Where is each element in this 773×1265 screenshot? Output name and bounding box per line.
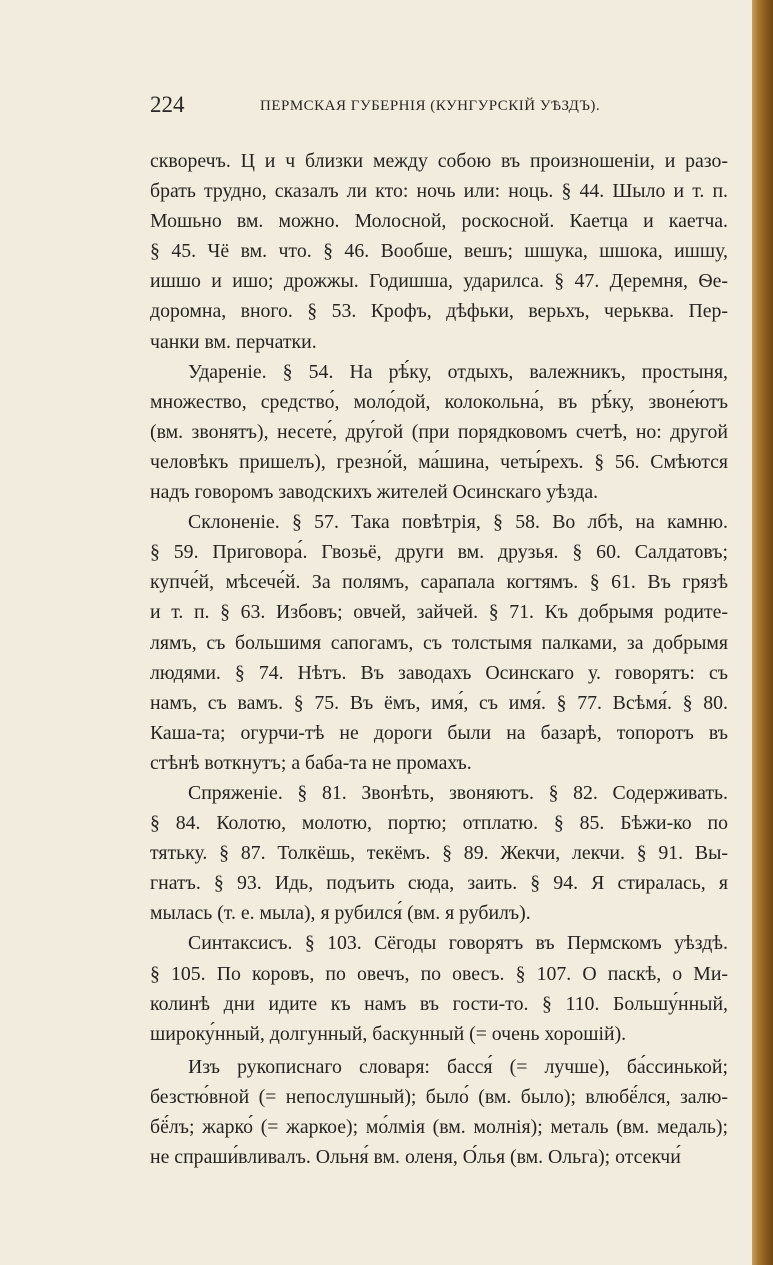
text-line: надъ говоромъ заводскихъ жителей Осинскаго уѣзда. [150, 481, 599, 504]
text-line: намъ, съ вамъ. § 75. Въ ёмъ, имя́, съ имя́. § 77. Всѣмя́. § 80. [150, 691, 728, 714]
paragraph [150, 778, 728, 928]
paragraph [150, 507, 728, 778]
running-head: ПЕРМСКАЯ ГУБЕРНІЯ (КУНГУРСКІЙ УѢЗДЪ). [260, 98, 601, 114]
text-line: Склоненіе. § 57. Така повѣтрія, § 58. Во лбѣ, на камню. [188, 511, 728, 534]
text-line: бё́лъ; жарко́ (= жаркое); мо́лмія (вм. молнія); металь (вм. медаль); [150, 1116, 728, 1138]
paragraph [150, 1052, 728, 1172]
book-binding-edge [752, 0, 773, 1265]
text-line: (вм. звонятъ), несете́, дру́гой (при порядковомъ счетѣ, но: другой [150, 420, 728, 443]
text-line: людями. § 74. Нѣтъ. Въ заводахъ Осинскаго у. говорятъ: съ [150, 661, 728, 684]
text-line: Каша-та; огурчи-тѣ не дороги были на базарѣ, топоротъ въ [150, 721, 728, 744]
text-line: § 84. Колотю, молотю, портю; отплатю. § 85. Бѣжи-ко по [150, 812, 728, 835]
page-header [150, 92, 730, 122]
text-line: и т. п. § 63. Избовъ; овчей, зайчей. § 71. Къ добрымя родите- [150, 601, 728, 624]
text-line: безстю́вной (= непослушный); было́ (вм. было); влюбё́лся, залю- [150, 1085, 728, 1108]
text-line: мылась (т. е. мыла), я рубился́ (вм. я рубилъ). [150, 902, 531, 925]
text-line: § 45. Чё вм. что. § 46. Вообше, вешъ; шшука, шшока, ишшу, [150, 240, 728, 263]
page-number: 224 [150, 92, 185, 117]
text-line: не спраши́вливалъ. Ольня́ вм. оленя, О́лья (вм. Ольга); отсекчи́ [150, 1146, 681, 1169]
text-line: чанки вм. перчатки. [150, 330, 317, 353]
paragraph [150, 146, 728, 357]
text-line: колинѣ дни идите къ намъ въ гости-то. § 110. Большу́нный, [150, 992, 728, 1015]
text-line: множество, средство́, моло́дой, колокольна́, въ рѣ́ку, звоне́ютъ [150, 390, 728, 413]
text-line: Мошьно вм. можно. Молосной, роскосной. Каетца и каетча. [150, 210, 728, 233]
text-line: гнатъ. § 93. Идь, подъить сюда, заить. § 94. Я стиралась, я [150, 872, 728, 895]
text-line: ишшо и ишо; дрожжы. Годишша, ударилса. § 47. Деремня, Ѳе- [150, 270, 728, 293]
text-line: Спряженіе. § 81. Звонѣть, звоняютъ. § 82. Содерживать. [188, 781, 728, 804]
text-line: брать трудно, сказалъ ли кто: ночь или: ноць. § 44. Шыло и т. п. [150, 180, 728, 203]
body-text [150, 146, 728, 1172]
paragraph [150, 357, 728, 507]
text-line: купче́й, мѣсече́й. За полямъ, сарапала когтямъ. § 61. Въ грязѣ [150, 571, 728, 594]
text-line: Синтаксисъ. § 103. Сёгоды говорятъ въ Пермскомъ уѣздѣ. [188, 932, 728, 955]
text-line: лямъ, съ большимя сапогамъ, съ толстымя палками, за добрымя [150, 631, 728, 654]
text-line: тятьку. § 87. Толкёшь, текёмъ. § 89. Жекчи, лекчи. § 91. Вы- [150, 842, 728, 865]
text-line: скворечъ. Ц и ч близки между собою въ произношеніи, и разо- [150, 150, 728, 172]
text-line: стѣнѣ воткнутъ; а баба-та не промахъ. [150, 751, 472, 774]
text-line: доромна, вного. § 53. Крофъ, дѣфьки, верьхъ, черьква. Пер- [150, 300, 728, 323]
text-line: § 59. Приговора́. Гвозьё, други вм. друзья. § 60. Салдатовъ; [150, 541, 728, 564]
text-line: Изъ рукописнаго словаря: басся́ (= лучше), ба́ссинькой; [188, 1055, 728, 1078]
text-line: § 105. По коровъ, по овечъ, по овесъ. § 107. О паскѣ, о Ми- [150, 962, 728, 985]
text-line: Удареніе. § 54. На рѣ́ку, отдыхъ, валежникъ, простыня, [188, 360, 728, 383]
text-line: широку́нный, долгунный, баскунный (= очень хорошій). [150, 1022, 627, 1045]
text-line: человѣкъ пришелъ), грезно́й, ма́шина, четы́рехъ. § 56. Смѣются [150, 450, 728, 473]
paragraph [150, 928, 728, 1048]
